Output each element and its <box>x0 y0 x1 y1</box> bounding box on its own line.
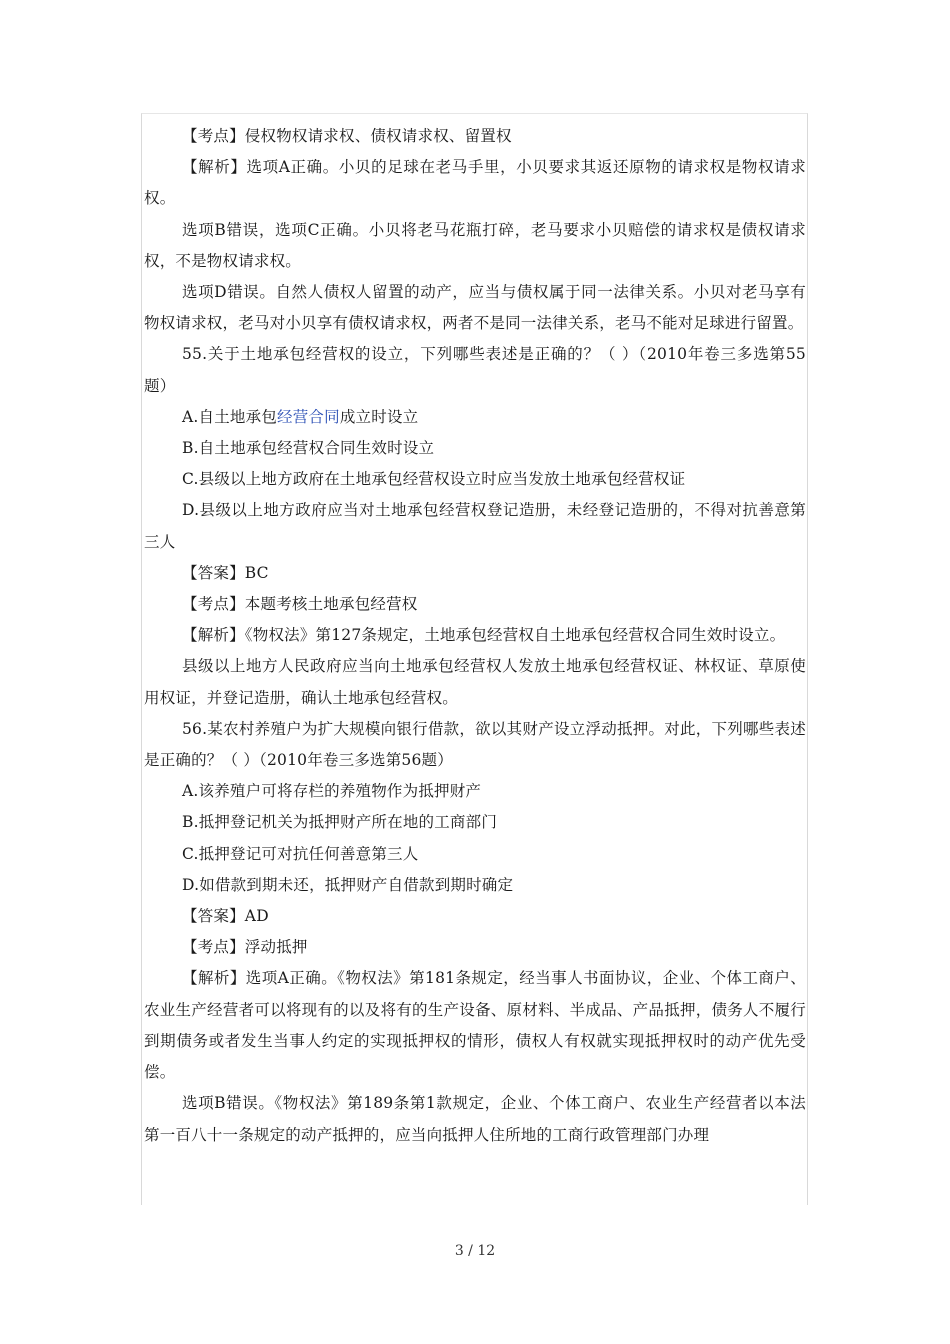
question-55-option-b: B.自土地承包经营权合同生效时设立 <box>182 439 435 458</box>
question-55-option-c: C.县级以上地方政府在土地承包经营权设立时应当发放土地承包经营权证 <box>182 470 686 489</box>
kaodian-56: 【考点】浮动抵押 <box>182 938 308 957</box>
paragraph-jiexi-1: 【解析】选项A正确。小贝的足球在老马手里，小贝要求其返还原物的请求权是物权请求权。 <box>144 158 806 208</box>
page-number: 3 / 12 <box>454 1243 496 1259</box>
answer-55: 【答案】BC <box>182 563 269 582</box>
question-55: 55.关于土地承包经营权的设立，下列哪些表述是正确的？（ ）（2010年卷三多选第55题） <box>144 345 806 395</box>
paragraph-option-bc-1: 选项B错误，选项C正确。小贝将老马花瓶打碎，老马要求小贝赔偿的请求权是债权请求权，不是物权请求权。 <box>144 220 806 270</box>
jiexi-56-option-b: 选项B错误。《物权法》第189条第1款规定，企业、个体工商户、农业生产经营者以本法第一百八十一条规定的动产抵押的，应当向抵押人住所地的工商行政管理部门办理 <box>144 1094 806 1144</box>
option-a-prefix: A.自土地承包 <box>182 407 278 426</box>
paragraph-option-d-1: 选项D错误。自然人债权人留置的动产，应当与债权属于同一法律关系。小贝对老马享有物权请求权，老马对小贝享有债权请求权，两者不是同一法律关系，老马不能对足球进行留置。 <box>144 283 806 333</box>
option-a-suffix: 成立时设立 <box>339 407 419 426</box>
question-56-option-c: C.抵押登记可对抗任何善意第三人 <box>182 844 419 863</box>
question-55-option-a <box>144 402 806 433</box>
contract-link[interactable]: 经营合同 <box>277 407 340 426</box>
question-56-option-b: B.抵押登记机关为抵押财产所在地的工商部门 <box>182 813 498 832</box>
question-55-option-d: D.县级以上地方政府应当对土地承包经营权登记造册，未经登记造册的，不得对抗善意第三人 <box>144 501 806 551</box>
jiexi-55-cont: 县级以上地方人民政府应当向土地承包经营权人发放土地承包经营权证、林权证、草原使用权证，并登记造册，确认土地承包经营权。 <box>144 657 806 707</box>
kaodian-55: 【考点】本题考核土地承包经营权 <box>182 595 418 614</box>
question-56-option-d: D.如借款到期未还，抵押财产自借款到期时确定 <box>182 875 514 894</box>
question-56: 56.某农村养殖户为扩大规模向银行借款，欲以其财产设立浮动抵押。对此，下列哪些表述是正确的？（ ）（2010年卷三多选第56题） <box>144 719 806 770</box>
jiexi-55: 【解析】《物权法》第127条规定，土地承包经营权自土地承包经营权合同生效时设立。 <box>182 626 786 645</box>
document-body <box>144 121 806 1151</box>
answer-56: 【答案】AD <box>182 907 269 926</box>
jiexi-56: 【解析】选项A正确。《物权法》第181条规定，经当事人书面协议，企业、个体工商户、农业生产经营者可以将现有的以及将有的生产设备、原材料、半成品、产品抵押，债务人不履行到期债务或者发生当事人约定的实现抵押权的情形，债权人有权就实现抵押权时的动产优先受偿。 <box>144 969 806 1082</box>
paragraph-kaodian-1: 【考点】侵权物权请求权、债权请求权、留置权 <box>182 127 512 145</box>
question-56-option-a: A.该养殖户可将存栏的养殖物作为抵押财产 <box>182 782 482 801</box>
